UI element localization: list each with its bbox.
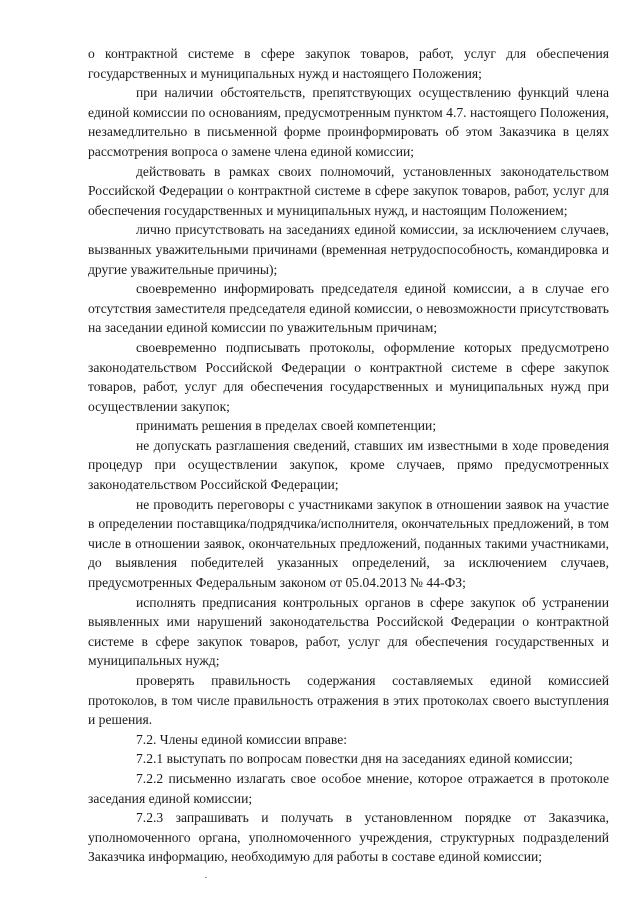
paragraph: не допускать разглашения сведений, ставших им известными в ходе проведения процедур при осуществлении закупок, кроме случаев, прямо предусмотренных законодательством Российской Федерации;: [88, 437, 609, 493]
paragraph: не проводить переговоры с участниками закупок в отношении заявок на участие в определении поставщика/подрядчика/исполнителя, окончательных предложений, в том числе в отношении заявок, окончательных предложений, поданных такими участниками, до выявления победителей указанных определений, за исключением случаев, предусмотренных Федеральным законом от 05.04.2013 № 44-ФЗ;: [88, 496, 609, 591]
paragraph: своевременно информировать председателя единой комиссии, а в случае его отсутствия заместителя председателя единой комиссии, о невозможности присутствовать на заседании единой комиссии по уважительным причинам;: [88, 281, 609, 336]
paragraph: 7.2.1 выступать по вопросам повестки дня на заседаниях единой комиссии;: [136, 751, 573, 767]
paragraph: 7.2.2 письменно излагать свое особое мнение, которое отражается в протоколе заседания единой комиссии;: [88, 770, 609, 806]
paragraph: лично присутствовать на заседаниях единой комиссии, за исключением случаев, вызванных уважительными причинами (временная нетрудоспособность, командировка и другие уважительные причины);: [88, 222, 609, 277]
paragraph: своевременно подписывать протоколы, оформление которых предусмотрено законодательством Российской Федерации о контрактной системе в сфере закупок товаров, работ, услуг для обеспечения государственных и муниципальных нужд при осуществлении закупок;: [88, 339, 609, 414]
paragraph: действовать в рамках своих полномочий, установленных законодательством Российской Федерации о контрактной системе в сфере закупок товаров, работ, услуг для обеспечения государственных и муниципальных нужд, и настоящим Положением;: [88, 163, 609, 218]
section-heading: 7.2. Члены единой комиссии вправе:: [136, 731, 348, 747]
paragraph: о контрактной системе в сфере закупок товаров, работ, услуг для обеспечения государственных и муниципальных нужд и настоящего Положения;: [88, 46, 609, 81]
paragraph: исполнять предписания контрольных органов в сфере закупок об устранении выявленных ими нарушений законодательства Российской Федерации о контрактной системе в сфере закупок товаров, работ, услуг для обеспечения государственных и муниципальных нужд;: [88, 594, 609, 669]
paragraph: при наличии обстоятельств, препятствующих осуществлению функций члена единой комиссии по основаниям, предусмотренным пунктом 4.7. настоящего Положения, незамедлительно в письменной форме проинформировать об этом Заказчика в целях рассмотрения вопроса о замене члена единой комиссии;: [88, 85, 609, 159]
document-page: [88, 44, 609, 867]
scan-speck: [205, 877, 207, 878]
paragraph: проверять правильность содержания составляемых единой комиссией протоколов, в том числе правильность отражения в этих протоколах своего выступления и решения.: [88, 673, 609, 728]
paragraph: 7.2.3 запрашивать и получать в установленном порядке от Заказчика, уполномоченного органа, уполномоченного учреждения, структурных подразделений Заказчика информацию, необходимую для работы в составе единой комиссии;: [88, 810, 609, 865]
paragraph: принимать решения в пределах своей компетенции;: [136, 418, 437, 434]
